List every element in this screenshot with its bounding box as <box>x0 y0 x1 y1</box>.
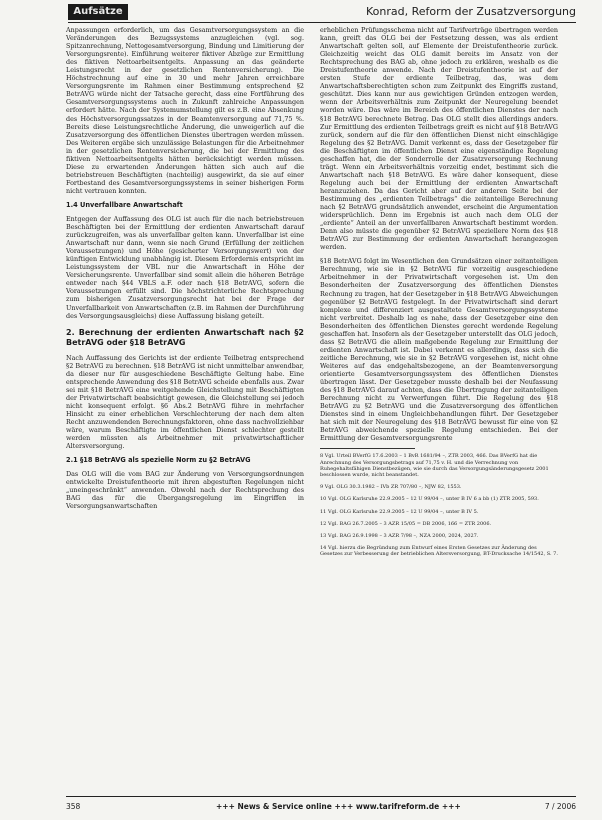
running-title: Konrad, Reform der Zusatzversorgung <box>366 5 576 18</box>
page-number: 358 <box>66 802 81 811</box>
footnote: 8 Vgl. Urteil BVerfG 17.6.2003 – 1 BvR 1681/94 –, ZTR 2003, 466. Das BVerfG hat die Anrechnung des Versorgungsbetrags auf 71,75 v. H. und die Verrechnung von Ruhegehaltsfähigen Dienstbezügen, wie sie durch das Versorgungsänderungsgesetz 2001 beschlossen wurde, nicht beanstandet. <box>320 453 549 478</box>
left-column <box>66 26 304 516</box>
section-heading: 1.4 Unverfallbare Anwartschaft <box>66 200 183 209</box>
footnote: 12 Vgl. BAG 26.7.2005 – 3 AZR 15/05 = DB 2006, 166 = ZTR 2006. <box>320 520 492 527</box>
footnote: 14 Vgl. hierzu die Begründung zum Entwurf eines Ersten Gesetzes zur Änderung des Gesetzes zur Verbesserung der betrieblichen Altersversorgung, BT-Drucksache 14/1542, S. 7. <box>320 545 558 558</box>
body-paragraph: Das OLG will die vom BAG zur Änderung von Versorgungsordnungen entwickelte Dreistufentheorie mit ihren abgestuften Regelungen nicht „uneingeschränkt“ anwenden. Obwohl nach der Rechtsprechung des BAG das für die Übergangsregelung im Eingriffen in Versorgungsanwartschaften <box>66 470 304 511</box>
body-paragraph: erheblichen Prüfungsschema nicht auf Tarifverträge übertragen werden kann, greift das OLG bei der Festsetzung dessen, was als erdient Anwartschaft gelten soll, auf Elemente der Dreistufentheorie zurück. Gleichzeitig weicht das OLG damit bereits im Ansatz von der Rechtsprechung des BAG ab, ohne jedoch zu erklären, weshalb es die Dreistufentheorie anwende. Nach der Dreistufentheorie ist auf der ersten Stufe der erdiente Teilbetrag, das, was dem Anwartschaftsberechtigten schon zum Zeitpunkt des Eingriffs zustand, geschützt. Dies kann nur aus gewichtigen Gründen entzogen werden, wenn der Arbeitsverhältnis zum Zeitpunkt der Neuregelung beendet worden wäre. Das wäre im Bereich des öffentlichen Dienstes der nach §18 BetrAVG berechnete Betrag. Das OLG stellt dies allerdings anders. Zur Ermittlung des erdienten Teilbetrags greift es nicht auf §18 BetrAVG zurück, sondern auf die für den öffentlichen Dienst nicht einschlägige Regelung des §2 BetrAVG. Damit verkennt es, dass der Gesetzgeber für die Beschäftigten im öffentlichen Dienst eine eigenständige Regelung geschaffen hat, die der Sonderrolle der Zusatzversorgung Rechnung trägt. Wenn ein Arbeitsverhältnis vorzeitig endet, bestimmt sich die Anwartschaft nach §18 BetrAVG. Es wäre daher konsequent, diese Regelung auch bei der Ermittlung der erdienten Anwartschaft heranzuziehen. Da das Gericht aber auf der anderen Seite bei der Bestimmung des „erdienten Teilbetrags“ die zeitanteilige Berechnung nach §2 BetrAVG grundsätzlich anwendet, erscheint die Argumentation widersprüchlich. Denn im Ergebnis ist auch nach dem OLG der „erdiente“ Anteil an der unverfallbaren Anwartschaft bestimmt worden. Denn also müsste die gegenüber §2 BetrAVG speziellere Norm des §18 BetrAVG zur Bestimmung der erdienten Anwartschaft herangezogen werden. <box>320 26 558 252</box>
body-paragraph: Nach Auffassung des Gerichts ist der erdiente Teilbetrag entsprechend §2 BetrAVG zu berechnen. §18 BetrAVG ist nicht unmittelbar anwendbar, da dieser nur für ausgeschiedene Beschäftigte Geltung habe. Eine entsprechende Anwendung des §18 BetrAVG scheide ebenfalls aus. Zwar sei mit §18 BetrAVG eine weitgehende Gleichstellung mit Beschäftigten der Privatwirtschaft beabsichtigt gewesen, die Gleichstellung sei jedoch nicht konsequent erfolgt. §6 Abs.2 BetrAVG führe in mehrfacher Hinsicht zu einer erheblichen Verschlechterung der nach dem alten Recht anzuwendenden Berechnungsfaktoren, ohne dass nachvollziehbar wäre, warum Beschäftigte im öffentlichen Dienst schlechter gestellt werden müssten als Arbeitnehmer mit privatwirtschaftlicher Altersversorgung. <box>66 353 304 451</box>
footnote-divider <box>320 448 415 449</box>
body-paragraph: Anpassungen erforderlich, um das Gesamtversorgungssystem an die Veränderungen des Bezugssystems anzugleichen (vgl. sog. Spitzanrechnung, Nettogesamtversorgung, Bindung und Limitierung der Versorgungsrente). Einführung weiterer fiktiver Abzüge zur Ermittlung des fiktiven Nettoarbeitsentgelts. Anpassung an das geänderte Leistungsrecht in der gesetzlichen Rentenversicherung). Die Höchstrechnung auf eine in 30 und mehr Jahren erreichbare Versorgungsrente im Rahmen einer Bestimmung entsprechend §2 BetrAVG würde nicht der Tatsache gerecht, dass eine Fortführung des Gesamtversorgungssystems auch in Zukunft zahlreiche Anpassungen erfordert hätte. Nach der Systemumstellung gilt es z.B. eine Absenkung des Höchstversorgungssatzes in der Beamtenversorgung auf 71,75 %. Bereits diese Leistungsrechtliche Änderung, die unweigerlich auf die Zusatzversorgung des öffentlichen Dienstes übertragen werden müssen. Des Weiteren ergäbe sich unzulässige Belastungen für die Arbeitnehmer in der gesetzlichen Rentenversicherung, die bei der Ermittlung des fiktiven Nettoarbeitsentgelts hätten berücksichtigt werden müssen. Diese zu erwartenden Änderungen hätten sich auch auf die betriebstreuen Beschäftigten (nachteilig) ausgewirkt, da sie auf einer Fortbestand des Gesamtversorgungssystems in seiner bisherigen Form nicht vertrauen konnten. <box>66 26 304 195</box>
body-paragraph: Entgegen der Auffassung des OLG ist auch für die nach betriebstreuen Beschäftigten bei der Ermittlung der erdienten Anwartschaft darauf zurückzugreifen, was als unverfallbar gelten kann. Unverfallbar ist eine Anwartschaft nur dann, wenn sie nach Grund (Erfüllung der zeitlichen Voraussetzungen) und Höhe (gesicherter Versorgungswert) von der künftigen Entwicklung unabhängig ist. Diesem Erfordernis entspricht im Leistungssystem der VBL nur die Anwartschaft in Höhe der Versicherungsrente. Unverfallbar sind somit allein die höheren Beträge entweder nach §44 VBLS a.F. oder nach §18 BetrAVG, sofern die Voraussetzungen erfüllt sind. Die höchstrichterliche Rechtsprechung zum bisherigen Zusatzversorgungsrecht hat bei der Frage der Unverfallbarkeit von Anwartschaften (z.B. im Rahmen der Durchführung des Versorgungsausgleichs) diese Auffassung bislang geteilt. <box>66 214 304 320</box>
page-footer <box>66 796 576 815</box>
footnote: 13 Vgl. BAG 26.9.1998 – 3 AZR 7/98 –, NZA 2000, 2024, 2027. <box>320 533 479 540</box>
footnote: 11 Vgl. OLG Karlsruhe 22.9.2005 – 12 U 99/04 –, unter B IV 5. <box>320 508 479 515</box>
subsection-heading: 2.1 §18 BetrAVG als spezielle Norm zu §2 BetrAVG <box>66 456 251 465</box>
page-header <box>68 2 576 23</box>
section-tag: Aufsätze <box>68 4 128 20</box>
section-heading: 2. Berechnung der erdienten Anwartschaft nach §2 BetrAVG oder §18 BetrAVG <box>66 327 304 347</box>
footnotes <box>320 453 558 557</box>
right-column <box>320 26 558 564</box>
footer-link[interactable]: +++ News & Service online +++ www.tarifreform.de +++ <box>216 802 461 811</box>
body-paragraph: §18 BetrAVG folgt im Wesentlichen den Grundsätzen einer zeitanteiligen Berechnung, wie sie in §2 BetrAVG für vorzeitig ausgeschiedene Arbeitnehmer in der Privatwirtschaft vorgesehen ist. Um den Besonderheiten der Zusatzversorgung des öffentlichen Dienstes Rechnung zu tragen, hat der Gesetzgeber in §18 BetrAVG Abweichungen gegenüber §2 BetrAVG festgelegt. In der Privatwirtschaft sind derart komplexe und differenziert ausgestaltete Gesamtversorgungssysteme nicht verbreitet. Deshalb lag es nahe, dass der Gesetzgeber eine den Besonderheiten des öffentlichen Dienstes gerecht werdende Regelung geschaffen hat. Insofern als der Gesetzgeber unterstellt das OLG jedoch, dass §2 BetrAVG die allein maßgebende Regelung zur Ermittlung der erdienten Anwartschaft ist. Dabei verkennt es allerdings, dass sich die zeitliche Berechnung, wie sie in §2 BetrAVG vorgesehen ist, nicht ohne Weiteres auf das endgehaltsbezogene, an der Beamtenversorgung orientierte Gesamtversorgungssystem des öffentlichen Dienstes übertragen lässt. Der Gesetzgeber musste deshalb bei der Neufassung des §18 BetrAVG darauf achten, dass die Übertragung der zeitanteiligen Berechnung nicht zu Verwerfungen führt. Die Regelung des §18 BetrAVG zu §2 BetrAVG und die Zusatzversorgung des öffentlichen Dienstes sind in einem Ungleichbehandlungen führt. Der Gesetzgeber hat sich mit der Neuregelung des §18 BetrAVG bewusst für eine von §2 BetrAVG abweichende spezielle Regelung entschieden. Bei der Ermittlung der Gesamtversorgungsrente <box>320 257 558 443</box>
footnote: 9 Vgl. OLG 30.3.1982 – IVb ZR 707/80 –, NJW 82, 1553. <box>320 484 462 491</box>
footnote: 10 Vgl. OLG Karlsruhe 22.9.2005 – 12 U 99/04 –, unter B IV 6 a bb (1) ZTR 2005, 593. <box>320 496 539 503</box>
issue-number: 7 / 2006 <box>544 802 576 811</box>
